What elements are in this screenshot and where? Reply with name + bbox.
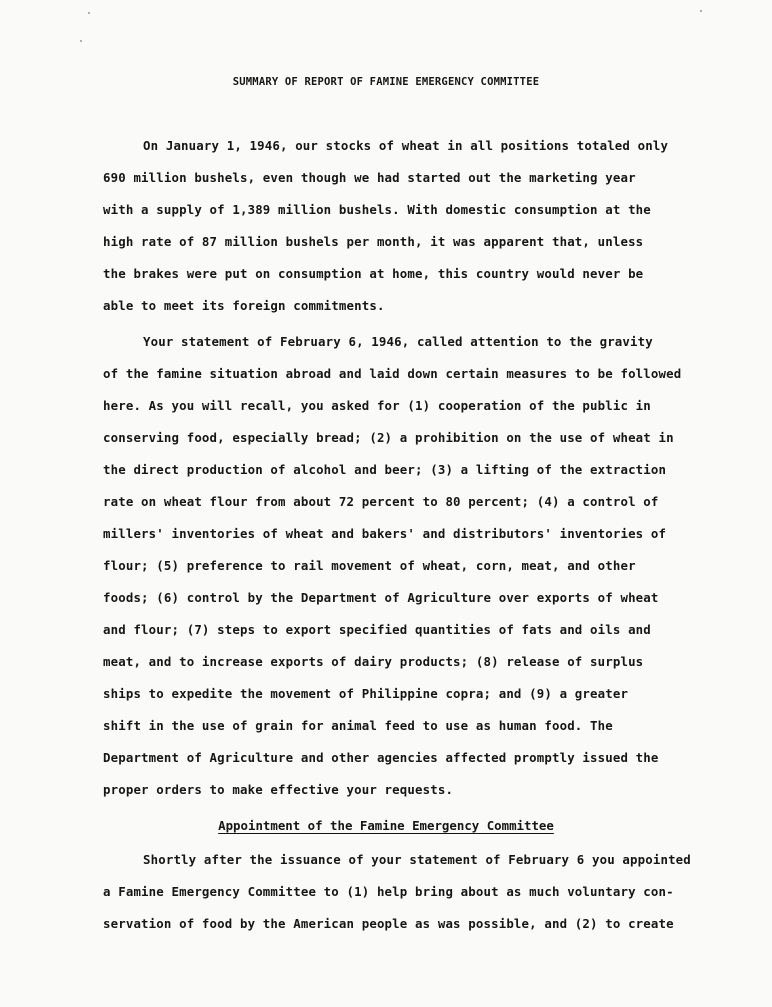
text-line: Shortly after the issuance of your statement of February 6 you appointed <box>143 852 691 867</box>
text-line: proper orders to make effective your requests. <box>103 782 454 797</box>
text-line: with a supply of 1,389 million bushels. With domestic consumption at the <box>103 202 651 217</box>
text-line: rate on wheat flour from about 72 percent to 80 percent; (4) a control of <box>103 494 659 509</box>
text-line: a Famine Emergency Committee to (1) help bring about as much voluntary con- <box>103 884 674 899</box>
text-line: servation of food by the American people as was possible, and (2) to create <box>103 916 674 931</box>
text-line: the brakes were put on consumption at home, this country would never be <box>103 266 644 281</box>
text-line: the direct production of alcohol and beer; (3) a lifting of the extraction <box>103 462 667 477</box>
document-title: SUMMARY OF REPORT OF FAMINE EMERGENCY COMMITTEE <box>232 76 540 88</box>
scan-speck <box>80 40 82 42</box>
text-line: able to meet its foreign commitments. <box>103 298 385 313</box>
text-line: ships to expedite the movement of Philippine copra; and (9) a greater <box>103 686 629 701</box>
text-line: millers' inventories of wheat and bakers' and distributors' inventories of <box>103 526 667 541</box>
text-line: conserving food, especially bread; (2) a prohibition on the use of wheat in <box>103 430 674 445</box>
text-line: here. As you will recall, you asked for (1) cooperation of the public in <box>103 398 651 413</box>
text-line: Department of Agriculture and other agencies affected promptly issued the <box>103 750 659 765</box>
scan-speck <box>700 10 702 12</box>
text-line: flour; (5) preference to rail movement of wheat, corn, meat, and other <box>103 558 636 573</box>
text-line: high rate of 87 million bushels per month, it was apparent that, unless <box>103 234 644 249</box>
text-line: and flour; (7) steps to export specified quantities of fats and oils and <box>103 622 651 637</box>
text-line: Your statement of February 6, 1946, called attention to the gravity <box>143 334 653 349</box>
text-line: foods; (6) control by the Department of Agriculture over exports of wheat <box>103 590 659 605</box>
text-line: meat, and to increase exports of dairy products; (8) release of surplus <box>103 654 644 669</box>
scan-speck <box>88 12 90 14</box>
section-heading: Appointment of the Famine Emergency Committee <box>218 818 554 833</box>
text-line: of the famine situation abroad and laid down certain measures to be followed <box>103 366 682 381</box>
text-line: 690 million bushels, even though we had started out the marketing year <box>103 170 636 185</box>
text-line: shift in the use of grain for animal feed to use as human food. The <box>103 718 613 733</box>
text-line: On January 1, 1946, our stocks of wheat in all positions totaled only <box>143 138 669 153</box>
